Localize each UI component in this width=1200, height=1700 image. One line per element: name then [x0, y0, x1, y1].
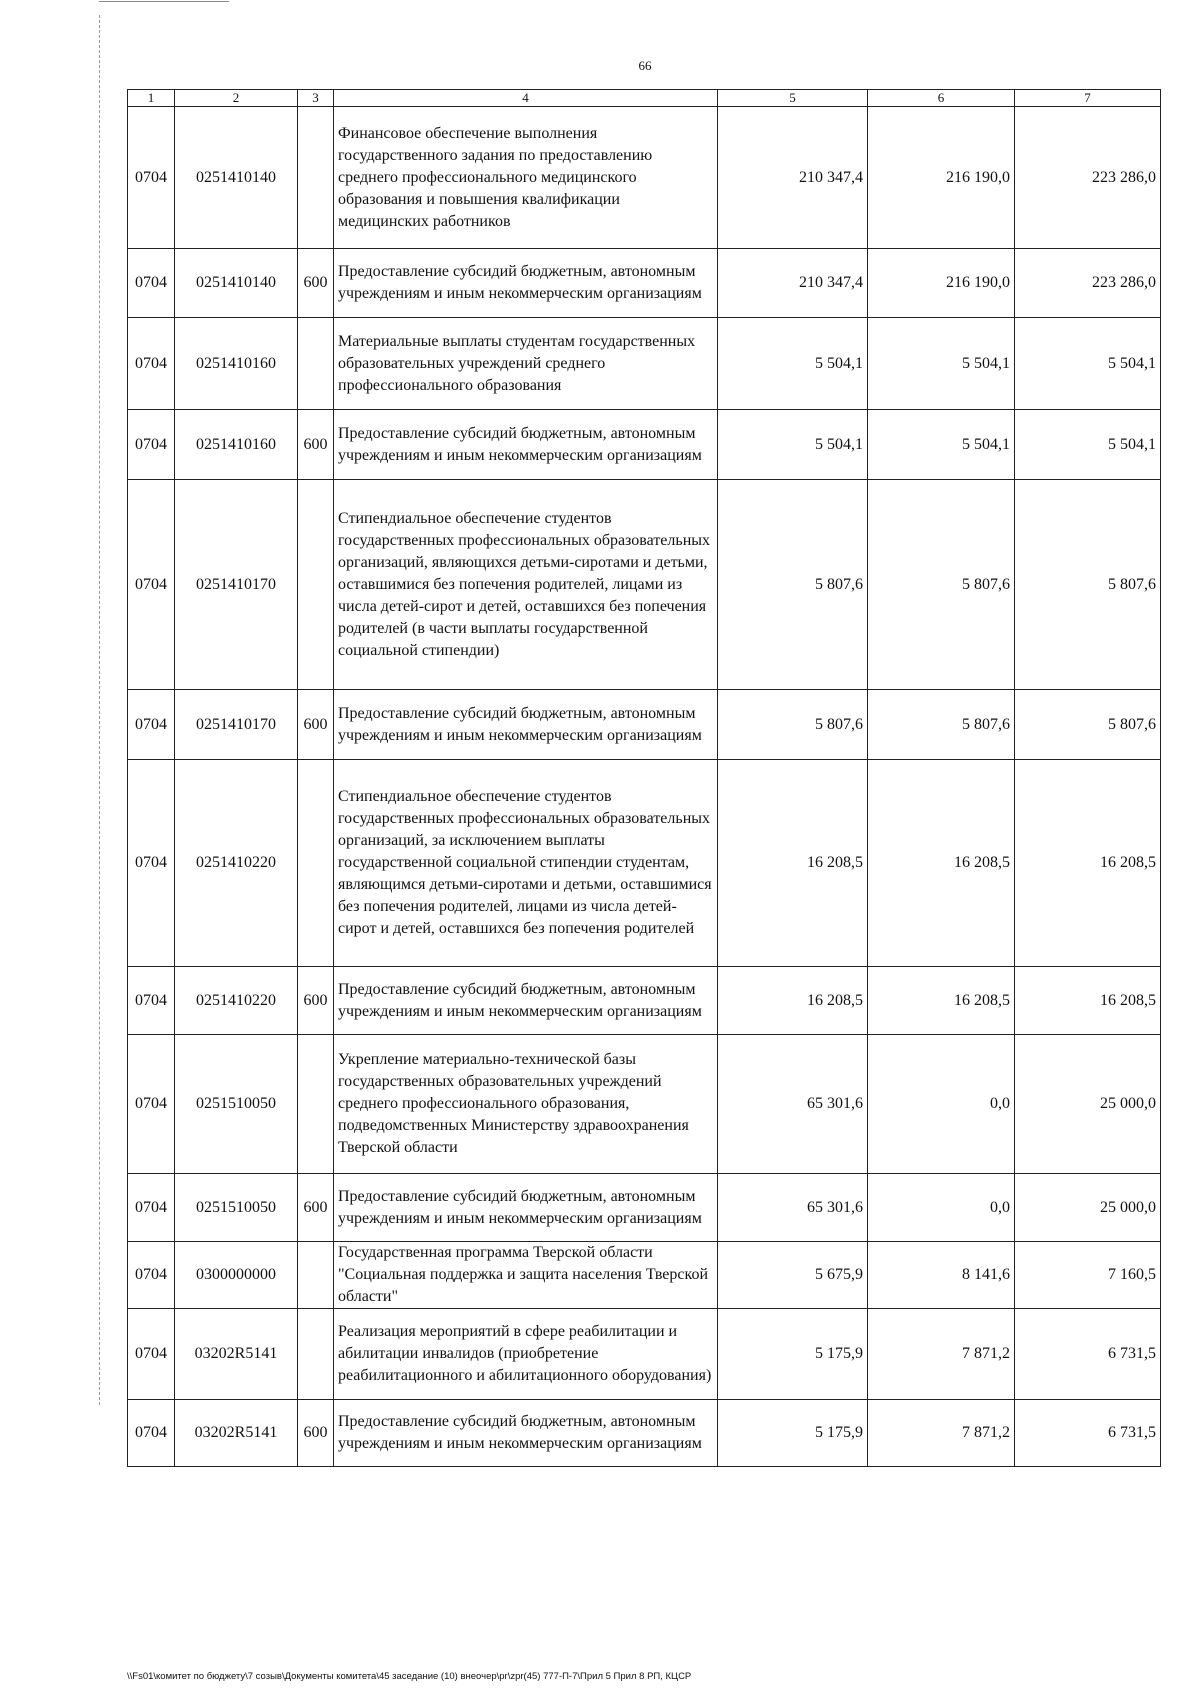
table-row [128, 480, 1161, 690]
header-col-2: 2 [175, 90, 298, 107]
table-row [128, 410, 1161, 480]
amount-col5-cell: 65 301,6 [718, 1174, 868, 1242]
section-cell: 0704 [128, 249, 175, 318]
section-cell: 0704 [128, 1309, 175, 1400]
target-code-cell: 0251410160 [175, 410, 298, 480]
amount-col7-cell: 6 731,5 [1015, 1400, 1161, 1467]
expense-type-cell: 600 [298, 1174, 334, 1242]
section-cell: 0704 [128, 410, 175, 480]
amount-col5-cell: 5 175,9 [718, 1400, 868, 1467]
header-col-6: 6 [868, 90, 1015, 107]
target-code-cell: 03202R5141 [175, 1400, 298, 1467]
target-code-cell: 0251410170 [175, 690, 298, 760]
target-code-cell: 0251510050 [175, 1035, 298, 1174]
description-cell: Предоставление субсидий бюджетным, автономным учреждениям и иным некоммерческим организациям [334, 1400, 718, 1467]
target-code-cell: 0251410140 [175, 249, 298, 318]
section-cell: 0704 [128, 107, 175, 249]
amount-col5-cell: 5 807,6 [718, 690, 868, 760]
amount-col7-cell: 5 807,6 [1015, 690, 1161, 760]
amount-col6-cell: 8 141,6 [868, 1242, 1015, 1309]
amount-col5-cell: 16 208,5 [718, 760, 868, 967]
expense-type-cell: 600 [298, 410, 334, 480]
page-number: 66 [638, 58, 652, 73]
footer-file-path: \\Fs01\комитет по бюджету\7 созыв\Документы комитета\45 заседание (10) внеочер\pr\zpr(45) 777-П-7\Прил 5 Прил 8 РП, КЦСР [127, 1671, 692, 1682]
amount-col5-cell: 5 675,9 [718, 1242, 868, 1309]
amount-col7-cell: 223 286,0 [1015, 249, 1161, 318]
table-row [128, 249, 1161, 318]
header-col-5: 5 [718, 90, 868, 107]
target-code-cell: 0251410220 [175, 967, 298, 1035]
amount-col6-cell: 16 208,5 [868, 967, 1015, 1035]
amount-col5-cell: 210 347,4 [718, 107, 868, 249]
amount-col7-cell: 7 160,5 [1015, 1242, 1161, 1309]
amount-col7-cell: 5 807,6 [1015, 480, 1161, 690]
expense-type-cell [298, 760, 334, 967]
amount-col6-cell: 16 208,5 [868, 760, 1015, 967]
amount-col6-cell: 0,0 [868, 1035, 1015, 1174]
amount-col6-cell: 5 504,1 [868, 318, 1015, 410]
amount-col7-cell: 6 731,5 [1015, 1309, 1161, 1400]
amount-col5-cell: 5 807,6 [718, 480, 868, 690]
table-row [128, 107, 1161, 249]
table-row [128, 760, 1161, 967]
section-cell: 0704 [128, 690, 175, 760]
section-cell: 0704 [128, 480, 175, 690]
section-cell: 0704 [128, 967, 175, 1035]
amount-col7-cell: 5 504,1 [1015, 318, 1161, 410]
expense-type-cell [298, 107, 334, 249]
amount-col7-cell: 223 286,0 [1015, 107, 1161, 249]
section-cell: 0704 [128, 1174, 175, 1242]
description-cell: Стипендиальное обеспечение студентов государственных профессиональных образовательных организаций, являющихся детьми-сиротами и детьми, оставшимися без попечения родителей, лицами из числа детей-сирот и детей, оставшихся без попечения родителей (в части выплаты государственной социальной стипендии) [334, 480, 718, 690]
header-col-3: 3 [298, 90, 334, 107]
description-cell: Предоставление субсидий бюджетным, автономным учреждениям и иным некоммерческим организациям [334, 1174, 718, 1242]
amount-col6-cell: 7 871,2 [868, 1309, 1015, 1400]
description-cell: Предоставление субсидий бюджетным, автономным учреждениям и иным некоммерческим организациям [334, 967, 718, 1035]
table-row [128, 1242, 1161, 1309]
target-code-cell: 0251410170 [175, 480, 298, 690]
header-col-1: 1 [128, 90, 175, 107]
amount-col6-cell: 7 871,2 [868, 1400, 1015, 1467]
section-cell: 0704 [128, 1400, 175, 1467]
amount-col7-cell: 5 504,1 [1015, 410, 1161, 480]
description-cell: Государственная программа Тверской области "Социальная поддержка и защита населения Тверской области" [334, 1242, 718, 1309]
table-row [128, 1309, 1161, 1400]
description-cell: Предоставление субсидий бюджетным, автономным учреждениям и иным некоммерческим организациям [334, 690, 718, 760]
amount-col7-cell: 25 000,0 [1015, 1174, 1161, 1242]
binding-edge [99, 15, 101, 1405]
expense-type-cell [298, 1242, 334, 1309]
description-cell: Предоставление субсидий бюджетным, автономным учреждениям и иным некоммерческим организациям [334, 249, 718, 318]
expense-type-cell [298, 1309, 334, 1400]
amount-col6-cell: 0,0 [868, 1174, 1015, 1242]
amount-col5-cell: 5 504,1 [718, 410, 868, 480]
description-cell: Предоставление субсидий бюджетным, автономным учреждениям и иным некоммерческим организациям [334, 410, 718, 480]
top-rule [99, 1, 229, 2]
expense-type-cell [298, 318, 334, 410]
description-cell: Материальные выплаты студентам государственных образовательных учреждений среднего профессионального образования [334, 318, 718, 410]
description-cell: Стипендиальное обеспечение студентов государственных профессиональных образовательных организаций, за исключением выплаты государственной социальной стипендии студентам, являющимся детьми-сиротами и детьми, оставшимися без попечения родителей, лицами из числа детей-сирот и детей, оставшихся без попечения родителей [334, 760, 718, 967]
header-col-7: 7 [1015, 90, 1161, 107]
header-row [128, 90, 1161, 107]
amount-col6-cell: 216 190,0 [868, 249, 1015, 318]
target-code-cell: 0251410140 [175, 107, 298, 249]
target-code-cell: 0251410220 [175, 760, 298, 967]
section-cell: 0704 [128, 318, 175, 410]
budget-table [127, 89, 1161, 1467]
amount-col5-cell: 210 347,4 [718, 249, 868, 318]
table-row [128, 967, 1161, 1035]
expense-type-cell: 600 [298, 690, 334, 760]
description-cell: Финансовое обеспечение выполнения государственного задания по предоставлению среднего профессионального медицинского образования и повышения квалификации медицинских работников [334, 107, 718, 249]
amount-col6-cell: 5 807,6 [868, 480, 1015, 690]
expense-type-cell [298, 1035, 334, 1174]
section-cell: 0704 [128, 1242, 175, 1309]
amount-col5-cell: 5 504,1 [718, 318, 868, 410]
amount-col5-cell: 65 301,6 [718, 1035, 868, 1174]
table-row [128, 1400, 1161, 1467]
target-code-cell: 03202R5141 [175, 1309, 298, 1400]
amount-col7-cell: 25 000,0 [1015, 1035, 1161, 1174]
amount-col7-cell: 16 208,5 [1015, 760, 1161, 967]
description-cell: Реализация мероприятий в сфере реабилитации и абилитации инвалидов (приобретение реабилитационного и абилитационного оборудования) [334, 1309, 718, 1400]
target-code-cell: 0300000000 [175, 1242, 298, 1309]
amount-col5-cell: 5 175,9 [718, 1309, 868, 1400]
table-row [128, 690, 1161, 760]
table-row [128, 1035, 1161, 1174]
expense-type-cell: 600 [298, 249, 334, 318]
table-row [128, 318, 1161, 410]
amount-col6-cell: 5 807,6 [868, 690, 1015, 760]
expense-type-cell: 600 [298, 1400, 334, 1467]
description-cell: Укрепление материально-технической базы государственных образовательных учреждений среднего профессионального образования, подведомственных Министерству здравоохранения Тверской области [334, 1035, 718, 1174]
amount-col6-cell: 5 504,1 [868, 410, 1015, 480]
target-code-cell: 0251410160 [175, 318, 298, 410]
expense-type-cell [298, 480, 334, 690]
table-row [128, 1174, 1161, 1242]
expense-type-cell: 600 [298, 967, 334, 1035]
amount-col7-cell: 16 208,5 [1015, 967, 1161, 1035]
section-cell: 0704 [128, 760, 175, 967]
target-code-cell: 0251510050 [175, 1174, 298, 1242]
section-cell: 0704 [128, 1035, 175, 1174]
amount-col5-cell: 16 208,5 [718, 967, 868, 1035]
amount-col6-cell: 216 190,0 [868, 107, 1015, 249]
header-col-4: 4 [334, 90, 718, 107]
